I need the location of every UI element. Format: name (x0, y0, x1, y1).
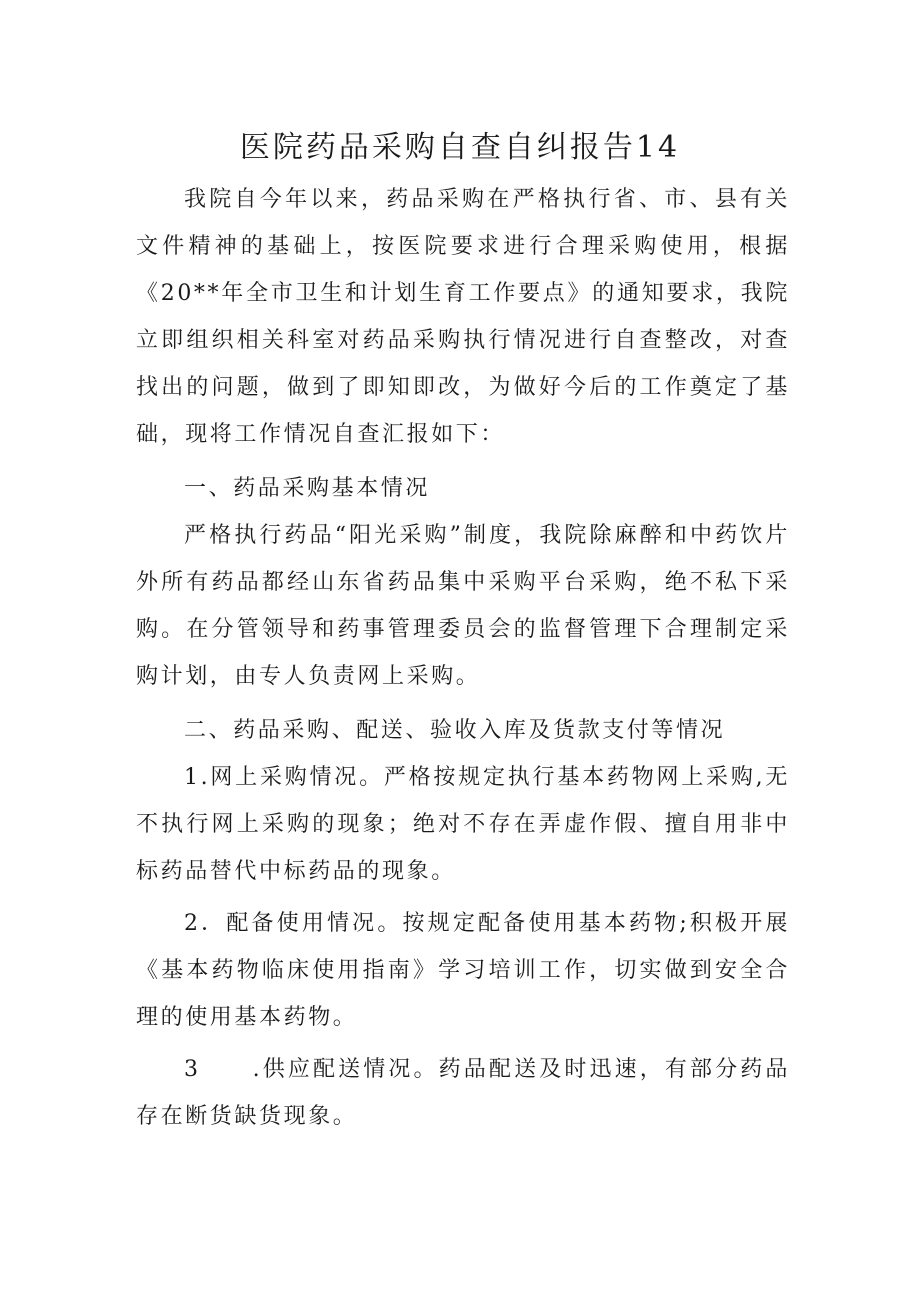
item1-paragraph: 1.网上采购情况。严格按规定执行基本药物网上采购,无不执行网上采购的现象；绝对不存在弄虚作假、擅自用非中标药品替代中标药品的现象。 (136, 765, 790, 884)
item3-paragraph (136, 1046, 790, 1140)
item3-text: .供应配送情况。药品配送及时迅速，有部分药品存在断货缺货现象。 (136, 1057, 790, 1129)
intro-paragraph: 我院自今年以来，药品采购在严格执行省、市、县有关文件精神的基础上，按医院要求进行合理采购使用，根据《20**年全市卫生和计划生育工作要点》的通知要求，我院立即组织相关科室对药品采购执行情况进行自查整改，对查找出的问题，做到了即知即改，为做好今后的工作奠定了基础，现将工作情况自查汇报如下： (136, 187, 790, 447)
section1-heading: 一、药品采购基本情况 (184, 476, 431, 501)
item3-number: 3 (184, 1057, 201, 1082)
section2-heading: 二、药品采购、配送、验收入库及货款支付等情况 (184, 718, 726, 743)
section1-paragraph: 严格执行药品“阳光采购”制度，我院除麻醉和中药饮片外所有药品都经山东省药品集中采购平台采购，绝不私下采购。在分管领导和药事管理委员会的监督管理下合理制定采购计划，由专人负责网上采购。 (136, 523, 790, 689)
document-title: 医院药品采购自查自纠报告14 (239, 130, 681, 165)
item2-paragraph: 2．配备使用情况。按规定配备使用基本药物;积极开展《基本药物临床使用指南》学习培训工作，切实做到安全合理的使用基本药物。 (136, 911, 790, 1030)
